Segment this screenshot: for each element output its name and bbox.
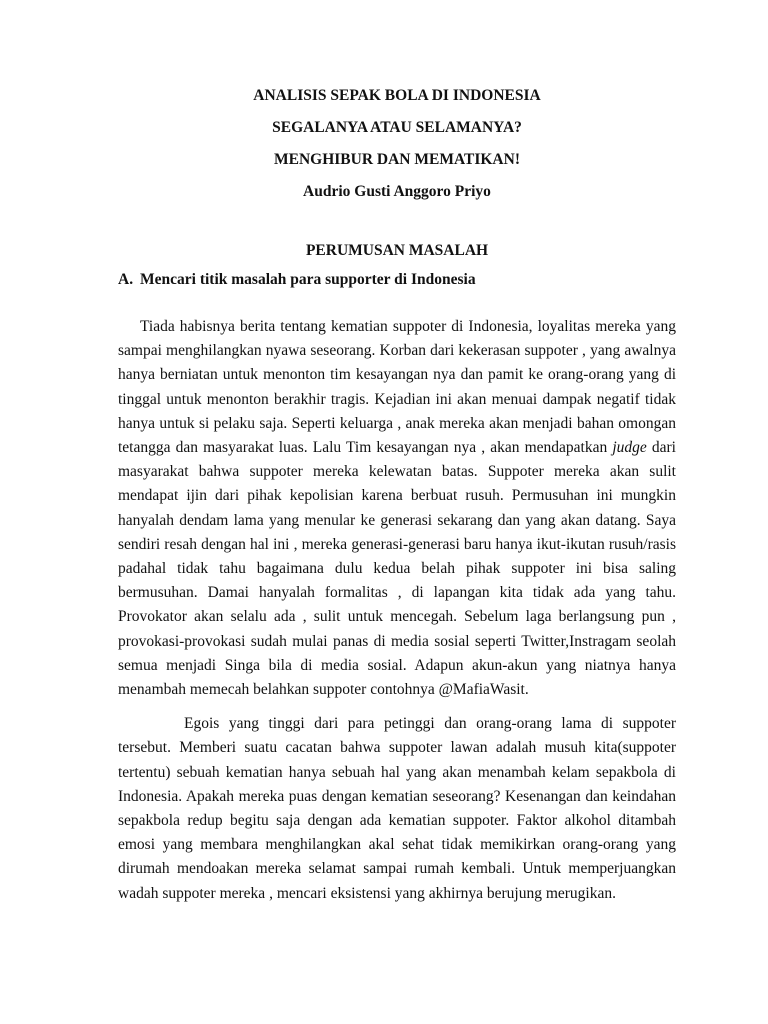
- document-subtitle-2: MENGHIBUR DAN MEMATIKAN!: [274, 151, 520, 168]
- document-body: [118, 86, 676, 906]
- subsection-title: Mencari titik masalah para supporter di Indonesia: [140, 271, 476, 288]
- paragraph-1: [118, 315, 676, 702]
- subsection-heading: [118, 270, 676, 290]
- paragraph-1-text-after: dari masyarakat bahwa suppoter mereka kelewatan batas. Suppoter mereka akan sulit mendapat ijin dari pihak kepolisian karena berbuat rusuh. Permusuhan ini mungkin hanyalah dendam lama yang menular ke generasi sekarang dan yang akan datang. Saya sendiri resah dengan hal ini , mereka generasi-generasi baru hanya ikut-ikutan rusuh/rasis padahal tidak tahu bagaimana dulu kedua belah pihak suppoter ini bisa saling bermusuhan. Damai hanyalah formalitas , di lapangan kita tidak ada yang tahu. Provokator akan selalu ada , sulit untuk mencegah. Sebelum laga berlangsung pun , provokasi-provokasi sudah mulai panas di media sosial seperti Twitter,Instragam seolah semua menjadi Singa bila di media sosial. Adapun akun-akun yang niatnya hanya menambah memecah belahkan suppoter contohnya @MafiaWasit.: [118, 439, 676, 699]
- paragraph-2: Egois yang tinggi dari para petinggi dan orang-orang lama di suppoter tersebut. Memberi suatu cacatan bahwa suppoter lawan adalah musuh kita(suppoter tertentu) sebuah kematian hanya sebuah hal yang akan menambah kelam sepakbola di Indonesia. Apakah mereka puas dengan kematian seseorang? Kesenangan dan keindahan sepakbola redup begitu saja dengan ada kematian suppoter. Faktor alkohol ditambah emosi yang membara menghilangkan akal sehat tidak memikirkan orang-orang yang dirumah mendoakan mereka selamat sampai rumah kembali. Untuk memperjuangkan wadah suppoter mereka , mencari eksistensi yang akhirnya berujung merugikan.: [118, 715, 676, 902]
- document-title: ANALISIS SEPAK BOLA DI INDONESIA: [253, 87, 541, 104]
- document-subtitle-1: SEGALANYA ATAU SELAMANYA?: [272, 119, 522, 136]
- subsection-letter: A.: [118, 271, 134, 288]
- paragraph-1-italic-word: judge: [612, 439, 647, 457]
- paragraph-1-text-before: Tiada habisnya berita tentang kematian suppoter di Indonesia, loyalitas mereka yang sampai menghilangkan nyawa seseorang. Korban dari kekerasan suppoter , yang awalnya hanya berniatan untuk menonton tim kesayangan nya dan pamit ke orang-orang yang di tinggal untuk menonton berakhir tragis. Kejadian ini akan menuai dampak negatif tidak hanya untuk si pelaku saja. Seperti keluarga , anak mereka akan menjadi bahan omongan tetangga dan masyarakat luas. Lalu Tim kesayangan nya , akan mendapatkan: [118, 318, 676, 457]
- document-author: Audrio Gusti Anggoro Priyo: [303, 183, 491, 200]
- section-title: PERUMUSAN MASALAH: [305, 242, 489, 259]
